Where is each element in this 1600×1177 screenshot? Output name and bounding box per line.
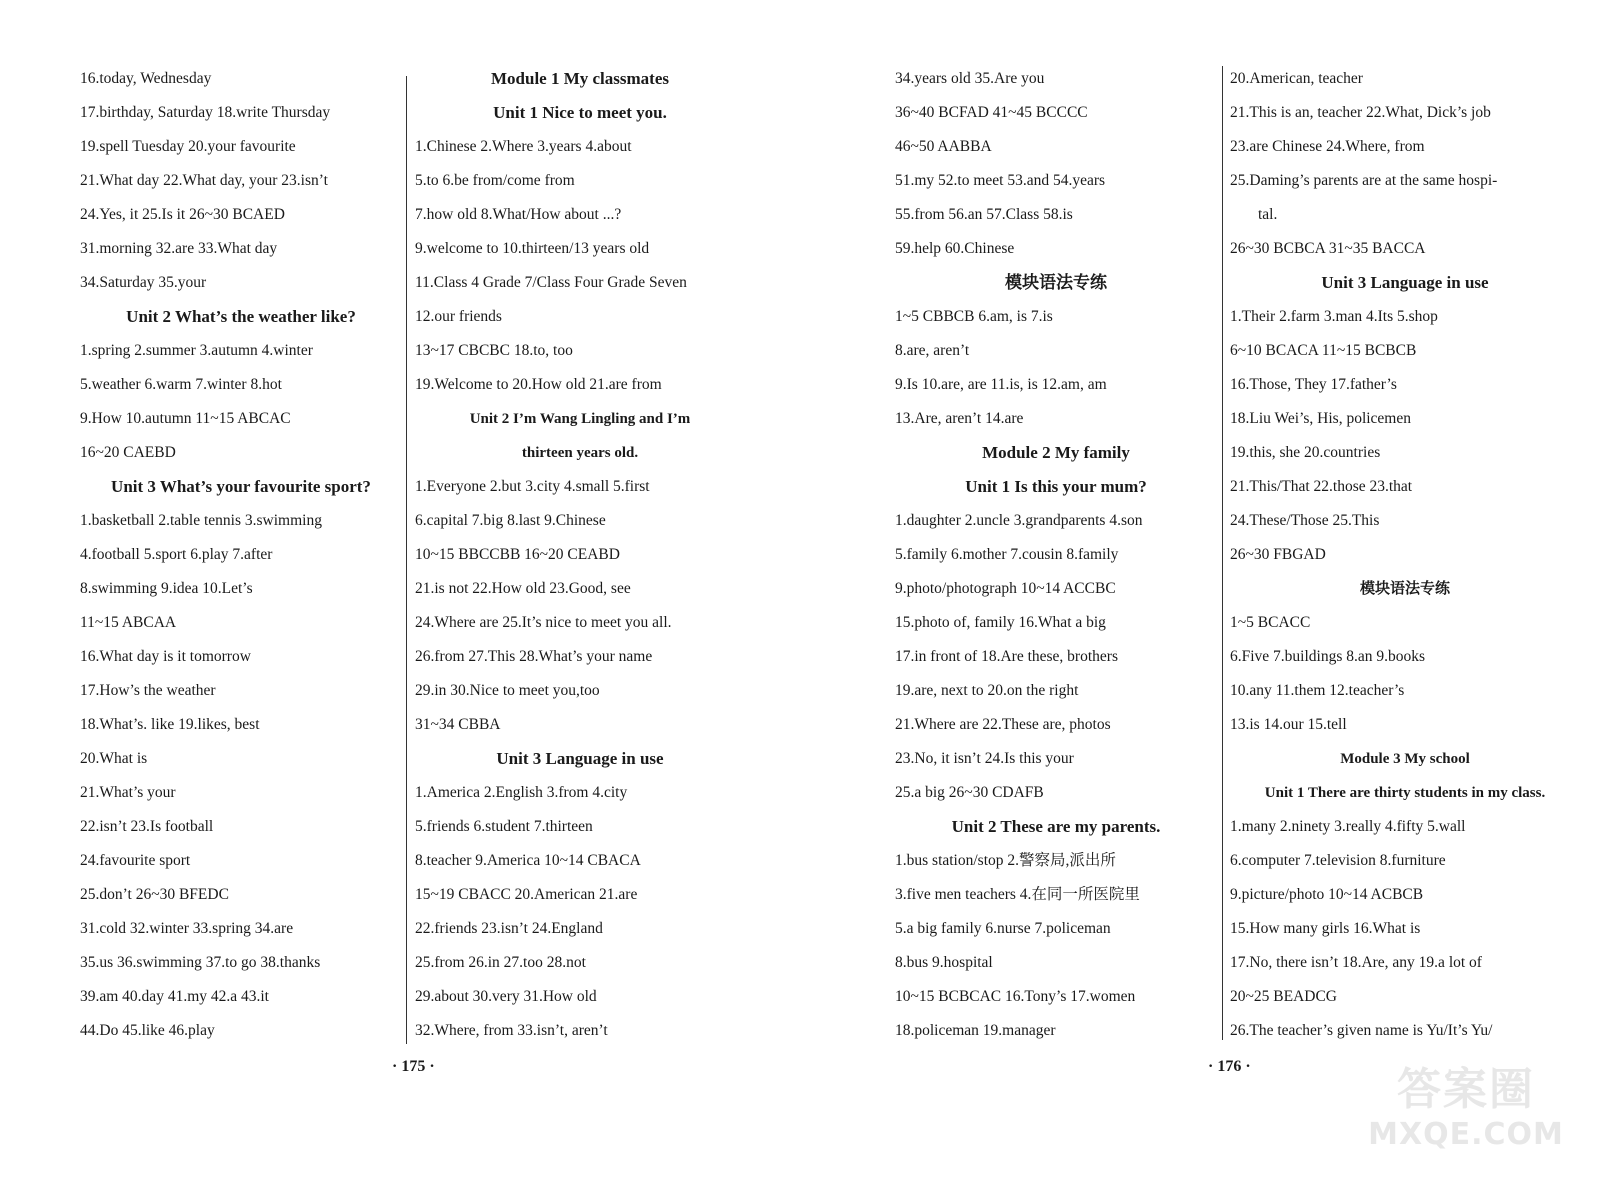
answer-line: 20.What is (80, 750, 148, 767)
answer-line: 20.American, teacher (1230, 70, 1363, 87)
answer-line: 39.am 40.day 41.my 42.a 43.it (80, 988, 269, 1005)
section-heading: Unit 2 These are my parents. (951, 817, 1161, 836)
answer-line: 59.help 60.Chinese (895, 240, 1015, 257)
answer-line: 19.spell Tuesday 20.your favourite (80, 138, 296, 155)
answer-line: 1.bus station/stop 2.警察局,派出所 (895, 852, 1116, 869)
section-heading: Module 1 My classmates (490, 69, 669, 88)
answer-line: 16~20 CAEBD (80, 444, 176, 461)
answer-line: 9.Is 10.are, are 11.is, is 12.am, am (895, 376, 1107, 393)
answer-line: 1.many 2.ninety 3.really 4.fifty 5.wall (1230, 818, 1466, 835)
section-heading: Unit 3 What’s your favourite sport? (111, 477, 371, 496)
answer-line: 17.in front of 18.Are these, brothers (895, 648, 1118, 665)
answer-line: 20~25 BEADCG (1230, 988, 1337, 1005)
answer-line: 1.basketball 2.table tennis 3.swimming (80, 512, 322, 529)
answer-line: 21.is not 22.How old 23.Good, see (415, 580, 631, 597)
left-page-column-2 (415, 62, 745, 1048)
answer-line: 9.picture/photo 10~14 ACBCB (1230, 886, 1424, 903)
answer-line: 15.photo of, family 16.What a big (895, 614, 1106, 631)
answer-line: 32.Where, from 33.isn’t, aren’t (415, 1022, 608, 1039)
answer-line: 13~17 CBCBC 18.to, too (415, 342, 573, 359)
answer-line: 26~30 FBGAD (1230, 546, 1326, 563)
section-heading: Module 2 My family (982, 443, 1130, 462)
answer-line: 1.Everyone 2.but 3.city 4.small 5.first (415, 478, 650, 495)
column-divider (406, 76, 407, 1044)
section-heading: thirteen years old. (521, 445, 639, 461)
answer-line: 25.Daming’s parents are at the same hospi- (1230, 172, 1498, 189)
answer-line: 7.how old 8.What/How about ...? (415, 206, 622, 223)
section-heading: Unit 2 What’s the weather like? (126, 307, 356, 326)
answer-line: 29.about 30.very 31.How old (415, 988, 597, 1005)
answer-line: 1.daughter 2.uncle 3.grandparents 4.son (895, 512, 1143, 529)
watermark-bottom-text: MXQE.COM (1368, 1117, 1564, 1152)
answer-line: tal. (1258, 206, 1278, 223)
answer-line: 10.any 11.them 12.teacher’s (1230, 682, 1405, 699)
answer-line: 31.morning 32.are 33.What day (80, 240, 278, 257)
answer-line: 5.friends 6.student 7.thirteen (415, 818, 593, 835)
answer-line: 21.Where are 22.These are, photos (895, 716, 1111, 733)
answer-line: 19.Welcome to 20.How old 21.are from (415, 376, 662, 393)
answer-line: 9.welcome to 10.thirteen/13 years old (415, 240, 650, 257)
answer-line: 19.are, next to 20.on the right (895, 682, 1079, 699)
answer-line: 36~40 BCFAD 41~45 BCCCC (895, 104, 1088, 121)
answer-line: 26.The teacher’s given name is Yu/It’s Yu/ (1230, 1022, 1493, 1039)
answer-line: 55.from 56.an 57.Class 58.is (895, 206, 1073, 223)
answer-line: 18.Liu Wei’s, His, policemen (1230, 410, 1411, 427)
answer-line: 17.No, there isn’t 18.Are, any 19.a lot of (1230, 954, 1482, 971)
answer-line: 17.birthday, Saturday 18.write Thursday (80, 104, 331, 121)
answer-line: 18.policeman 19.manager (895, 1022, 1056, 1039)
answer-line: 24.Yes, it 25.Is it 26~30 BCAED (80, 206, 285, 223)
page-number-right: · 176 · (1208, 1058, 1251, 1075)
section-heading: 模块语法专练 (1359, 581, 1450, 597)
page-number-left: · 175 · (392, 1058, 435, 1075)
section-heading: 模块语法专练 (1005, 273, 1107, 292)
answer-line: 8.are, aren’t (895, 342, 970, 359)
answer-line: 16.Those, They 17.father’s (1230, 376, 1397, 393)
answer-line: 13.Are, aren’t 14.are (895, 410, 1024, 427)
answer-line: 15.How many girls 16.What is (1230, 920, 1421, 937)
answer-line: 8.bus 9.hospital (895, 954, 993, 971)
answer-line: 1~5 CBBCB 6.am, is 7.is (895, 308, 1053, 325)
answer-line: 21.This/That 22.those 23.that (1230, 478, 1413, 495)
answer-line: 15~19 CBACC 20.American 21.are (415, 886, 638, 903)
answer-line: 11~15 ABCAA (80, 614, 177, 631)
answer-line: 31~34 CBBA (415, 716, 501, 733)
section-heading: Unit 1 Is this your mum? (965, 477, 1147, 496)
answer-line: 10~15 BCBCAC 16.Tony’s 17.women (895, 988, 1136, 1005)
answer-line: 1.spring 2.summer 3.autumn 4.winter (80, 342, 313, 359)
answer-line: 44.Do 45.like 46.play (80, 1022, 215, 1039)
right-page-column-1 (895, 62, 1217, 1048)
answer-line: 35.us 36.swimming 37.to go 38.thanks (80, 954, 321, 971)
left-page-column-1 (80, 62, 402, 1048)
answer-line: 12.our friends (415, 308, 502, 325)
answer-line: 21.What’s your (80, 784, 176, 801)
watermark-logo (1366, 1053, 1566, 1163)
section-heading: Unit 1 Nice to meet you. (493, 103, 667, 122)
watermark-top-text: 答案圈 (1397, 1064, 1535, 1115)
answer-line: 13.is 14.our 15.tell (1230, 716, 1347, 733)
answer-line: 1.America 2.English 3.from 4.city (415, 784, 628, 801)
answer-line: 18.What’s. like 19.likes, best (80, 716, 260, 733)
answer-line: 6.Five 7.buildings 8.an 9.books (1230, 648, 1426, 665)
answer-line: 34.years old 35.Are you (895, 70, 1045, 87)
answer-line: 26.from 27.This 28.What’s your name (415, 648, 653, 665)
right-page-column-2 (1230, 62, 1580, 1048)
answer-line: 4.football 5.sport 6.play 7.after (80, 546, 273, 563)
answer-line: 25.don’t 26~30 BFEDC (80, 886, 229, 903)
answer-line: 46~50 AABBA (895, 138, 992, 155)
answer-line: 5.weather 6.warm 7.winter 8.hot (80, 376, 282, 393)
answer-line: 23.are Chinese 24.Where, from (1230, 138, 1425, 155)
answer-line: 1.Chinese 2.Where 3.years 4.about (415, 138, 632, 155)
answer-line: 21.What day 22.What day, your 23.isn’t (80, 172, 328, 189)
answer-line: 29.in 30.Nice to meet you,too (415, 682, 600, 699)
answer-line: 6.computer 7.television 8.furniture (1230, 852, 1446, 869)
section-heading: Unit 2 I’m Wang Lingling and I’m (469, 411, 691, 427)
answer-line: 23.No, it isn’t 24.Is this your (895, 750, 1074, 767)
answer-line: 9.How 10.autumn 11~15 ABCAC (80, 410, 291, 427)
answer-line: 24.Where are 25.It’s nice to meet you all. (415, 614, 672, 631)
answer-line: 25.from 26.in 27.too 28.not (415, 954, 586, 971)
answer-line: 31.cold 32.winter 33.spring 34.are (80, 920, 294, 937)
answer-line: 5.a big family 6.nurse 7.policeman (895, 920, 1111, 937)
answer-line: 24.favourite sport (80, 852, 191, 869)
answer-line: 10~15 BBCCBB 16~20 CEABD (415, 546, 620, 563)
section-heading: Unit 3 Language in use (496, 749, 664, 768)
section-heading: Unit 1 There are thirty students in my class. (1264, 785, 1546, 801)
answer-line: 34.Saturday 35.your (80, 274, 207, 291)
answer-line: 24.These/Those 25.This (1230, 512, 1380, 529)
answer-line: 19.this, she 20.countries (1230, 444, 1381, 461)
answer-line: 9.photo/photograph 10~14 ACCBC (895, 580, 1116, 597)
answer-line: 1.Their 2.farm 3.man 4.Its 5.shop (1230, 308, 1438, 325)
answer-line: 17.How’s the weather (80, 682, 216, 699)
answer-line: 11.Class 4 Grade 7/Class Four Grade Seven (415, 274, 687, 291)
answer-line: 26~30 BCBCA 31~35 BACCA (1230, 240, 1426, 257)
answer-line: 16.today, Wednesday (80, 70, 212, 87)
section-heading: Unit 3 Language in use (1321, 273, 1489, 292)
answer-line: 6.capital 7.big 8.last 9.Chinese (415, 512, 606, 529)
answer-line: 5.family 6.mother 7.cousin 8.family (895, 546, 1119, 563)
answer-line: 1~5 BCACC (1230, 614, 1311, 631)
answer-line: 6~10 BCACA 11~15 BCBCB (1230, 342, 1417, 359)
answer-line: 22.friends 23.isn’t 24.England (415, 920, 603, 937)
column-divider (1222, 66, 1223, 1040)
answer-line: 25.a big 26~30 CDAFB (895, 784, 1044, 801)
answer-line: 16.What day is it tomorrow (80, 648, 251, 665)
answer-line: 3.five men teachers 4.在同一所医院里 (895, 886, 1140, 903)
section-heading: Module 3 My school (1340, 751, 1470, 767)
answer-line: 8.swimming 9.idea 10.Let’s (80, 580, 253, 597)
answer-line: 8.teacher 9.America 10~14 CBACA (415, 852, 641, 869)
answer-line: 21.This is an, teacher 22.What, Dick’s job (1230, 104, 1491, 121)
answer-line: 5.to 6.be from/come from (415, 172, 575, 189)
answer-line: 51.my 52.to meet 53.and 54.years (895, 172, 1106, 189)
answer-line: 22.isn’t 23.Is football (80, 818, 214, 835)
